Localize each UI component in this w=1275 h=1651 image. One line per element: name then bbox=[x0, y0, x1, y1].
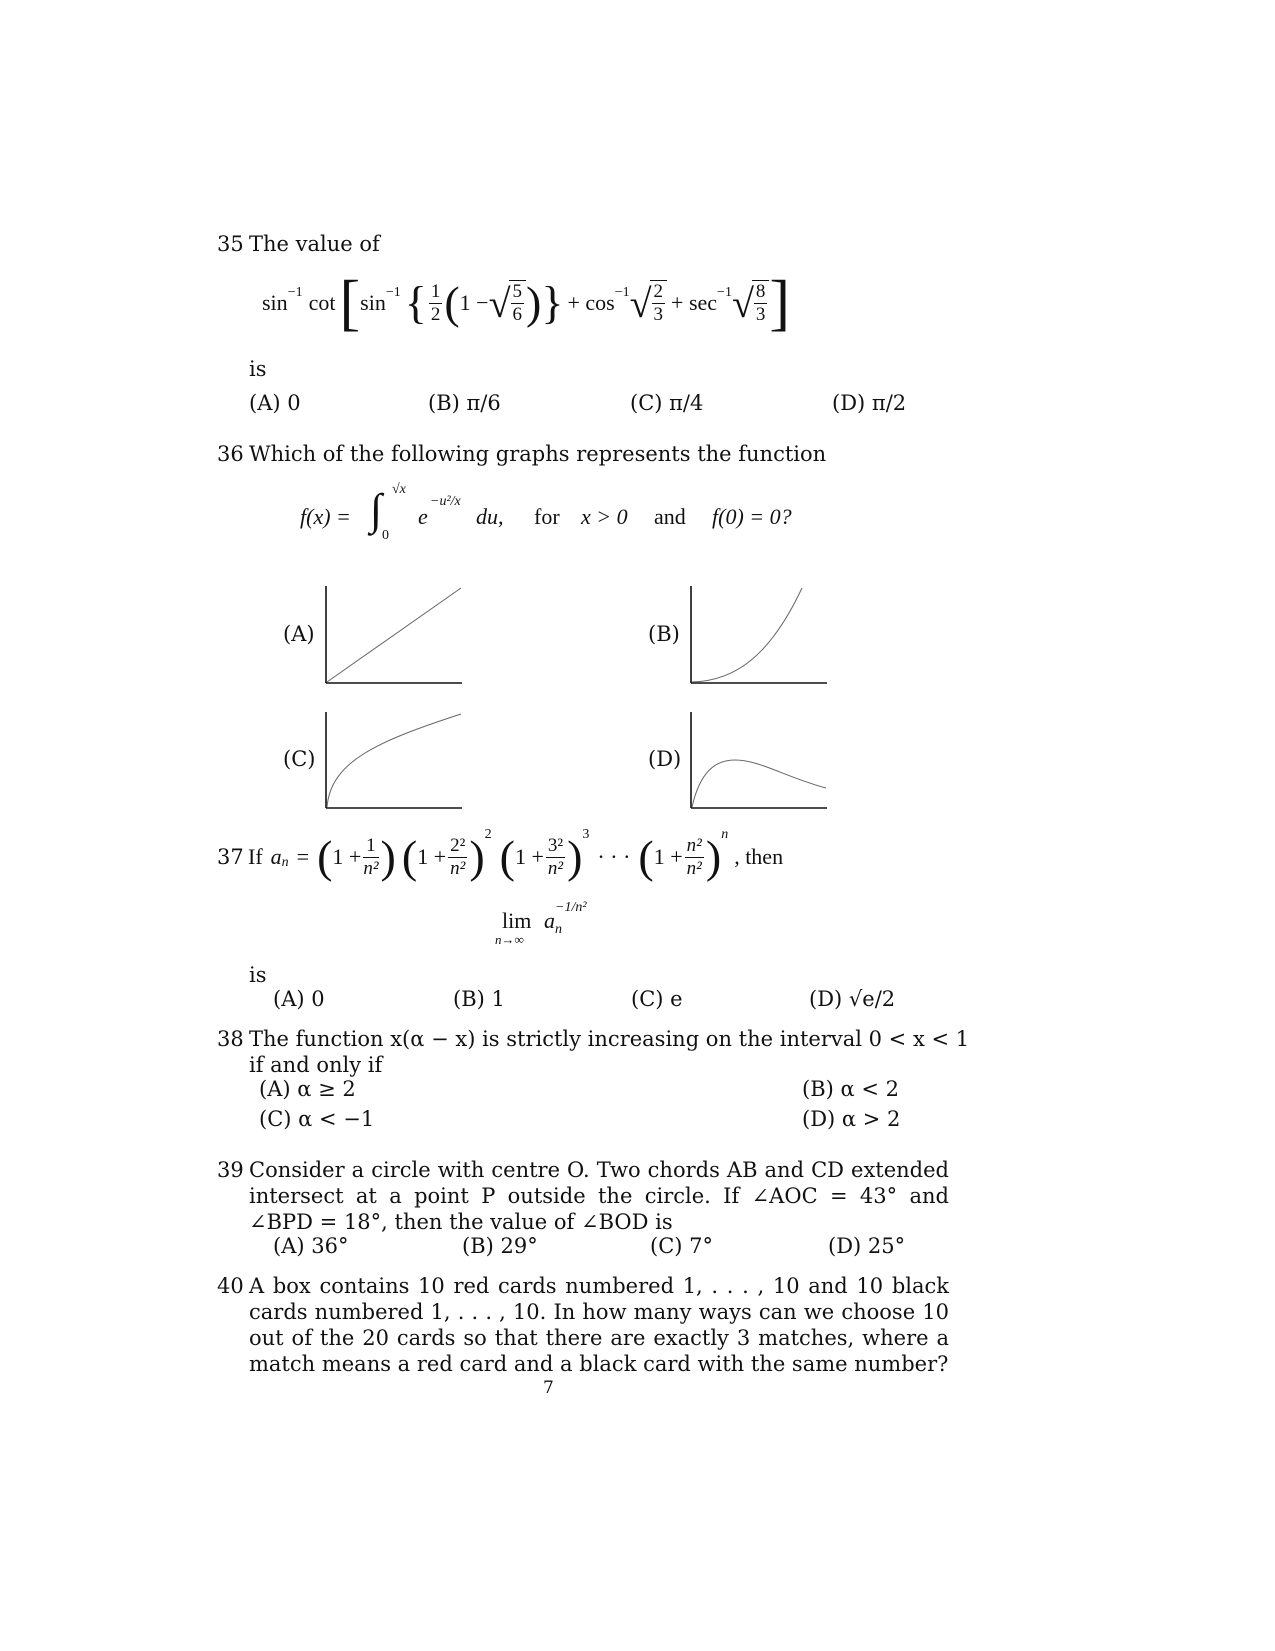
q37-t2-one-plus: 1 + bbox=[417, 844, 447, 869]
q35-half: $\frac{1}{2}$ bbox=[430, 280, 441, 325]
q36-lhs: f(x) = bbox=[300, 504, 351, 529]
q35-sqrt-5-6: √ $\frac{5}{6}$ bbox=[489, 280, 526, 327]
q40-number: 40 bbox=[217, 1274, 244, 1298]
q36-graph-b bbox=[690, 586, 828, 684]
q37-tail: is bbox=[249, 963, 267, 987]
q35-option-c: (C) π/4 bbox=[630, 391, 704, 415]
q36-graph-a bbox=[325, 586, 463, 684]
q37-an: a bbox=[270, 844, 282, 869]
q37-t3-close: ) bbox=[567, 831, 583, 882]
graph-c-curve bbox=[327, 714, 461, 807]
q37-t3-frac: $\frac{\text{3²}}{\text{n²}}$ bbox=[547, 834, 564, 879]
q35-number: 35 bbox=[217, 232, 244, 256]
q37-tn-close: ) bbox=[705, 831, 722, 882]
q37-number: 37 bbox=[217, 845, 244, 869]
q37-option-c: (C) e bbox=[631, 987, 683, 1011]
q38-option-b: (B) α < 2 bbox=[802, 1077, 899, 1101]
q37-tn-open: ( bbox=[638, 831, 654, 882]
q38-line1: The function x(α − x) is strictly increasing on the interval 0 < x < 1 bbox=[249, 1027, 970, 1051]
q35-cot: cot bbox=[308, 290, 336, 315]
q35-inv-1: −1 bbox=[287, 285, 303, 300]
q38-option-c: (C) α < −1 bbox=[259, 1107, 375, 1131]
q37-t1-open: ( bbox=[317, 831, 333, 882]
q39-option-d: (D) 25° bbox=[828, 1234, 906, 1258]
graph-b-curve bbox=[692, 588, 802, 682]
q37-tn-frac: $\frac{\text{n²}}{\text{n²}}$ bbox=[686, 834, 702, 879]
q35-option-d: (D) π/2 bbox=[832, 391, 907, 415]
page-number: 7 bbox=[543, 1378, 554, 1398]
q38-number: 38 bbox=[217, 1027, 244, 1051]
q35-open-brace: { bbox=[404, 277, 427, 328]
q36-exponent: −u²/x bbox=[430, 494, 461, 509]
q35-inv-4: −1 bbox=[717, 285, 732, 300]
q35-close-paren: ) bbox=[526, 277, 542, 328]
q37-t3-open: ( bbox=[499, 831, 515, 882]
q35-close-bracket: ] bbox=[769, 269, 791, 337]
q37-an-sub: n bbox=[281, 855, 289, 870]
q39-number: 39 bbox=[217, 1158, 244, 1182]
q37-t3-power: 3 bbox=[582, 827, 590, 842]
q37-t1-one-plus: 1 + bbox=[332, 844, 362, 869]
q35-sqrt-2-3: √ $\frac{2}{3}$ bbox=[630, 280, 667, 327]
q36-lower-limit: 0 bbox=[382, 528, 389, 543]
q35-inv-3: −1 bbox=[614, 285, 630, 300]
q36-graph-d bbox=[690, 712, 828, 810]
q35-plus-sec: + sec bbox=[671, 290, 718, 315]
q38-option-a: (A) α ≥ 2 bbox=[259, 1077, 356, 1101]
q35-expression bbox=[262, 268, 790, 338]
q35-option-a: (A) 0 bbox=[249, 391, 301, 415]
q37-lim-a: a bbox=[544, 908, 555, 933]
q35-one-minus: 1 − bbox=[459, 290, 489, 315]
q36-upper-limit: √x bbox=[392, 482, 406, 497]
q36-graph-a-label: (A) bbox=[283, 622, 315, 646]
q37-t3-one-plus: 1 + bbox=[514, 844, 544, 869]
q36-du: du, bbox=[476, 504, 504, 529]
q37-t2-frac: $\frac{\text{2²}}{\text{n²}}$ bbox=[450, 834, 466, 879]
q35-arcsin-inner: sin bbox=[360, 290, 386, 315]
q37-lim: lim bbox=[502, 908, 532, 933]
q35-close-brace: } bbox=[541, 277, 564, 328]
q36-graph-b-label: (B) bbox=[648, 622, 680, 646]
q38-option-d: (D) α > 2 bbox=[802, 1107, 901, 1131]
q35-tail: is bbox=[249, 357, 267, 381]
q37-eq: = bbox=[296, 844, 310, 869]
q37-tn-one-plus: 1 + bbox=[653, 844, 683, 869]
q36-graph-c bbox=[325, 712, 463, 810]
q36-integral-sign: ∫ bbox=[370, 485, 383, 534]
q37-lead: If bbox=[248, 844, 263, 869]
q37-option-a: (A) 0 bbox=[273, 987, 325, 1011]
q37-dots: · · · bbox=[597, 844, 631, 869]
q37-sequence bbox=[248, 824, 783, 890]
q39-option-a: (A) 36° bbox=[273, 1234, 349, 1258]
q39-text: Consider a circle with centre O. Two chords AB and CD extended intersect at a point P outside the circle. If ∠AOC = 43° and ∠BPD = 18°, then the value of ∠BOD is bbox=[249, 1158, 949, 1234]
graph-a-curve bbox=[327, 588, 461, 682]
q36-number: 36 bbox=[217, 442, 244, 466]
q35-option-b: (B) π/6 bbox=[428, 391, 501, 415]
q38-line2: if and only if bbox=[249, 1053, 383, 1077]
q35-inv-2: −1 bbox=[385, 285, 401, 300]
q35-plus-cos: + cos bbox=[567, 290, 615, 315]
q35-stem: The value of bbox=[249, 232, 380, 256]
q36-and: and bbox=[654, 504, 686, 529]
q37-lim-sub: n→∞ bbox=[495, 932, 524, 947]
graph-d-curve bbox=[692, 760, 826, 807]
q36-for: for bbox=[534, 504, 560, 529]
q37-t1-frac: $\frac{1}{\text{n²}}$ bbox=[363, 834, 379, 879]
q35-open-paren: ( bbox=[444, 277, 460, 328]
q36-integrand: e bbox=[418, 504, 428, 529]
q37-lim-a-sub: n bbox=[555, 922, 562, 937]
q40-text: A box contains 10 red cards numbered 1, . . . , 10 and 10 black cards numbered 1, . . . , 10. In how many ways can we choose 10 out of the 20 cards so that there are exactly 3 matches, where a match means a red card and a black card with the same number? bbox=[249, 1274, 949, 1376]
q37-t2-open: ( bbox=[401, 831, 418, 882]
q37-t1-close: ) bbox=[380, 831, 396, 882]
q37-option-b: (B) 1 bbox=[453, 987, 505, 1011]
q35-open-bracket: [ bbox=[339, 269, 361, 337]
q37-tn-power: n bbox=[721, 827, 729, 842]
q36-f0: f(0) = 0? bbox=[712, 504, 792, 529]
q35-sqrt-8-3: √ $\frac{8}{3}$ bbox=[732, 280, 769, 327]
q36-graph-d-label: (D) bbox=[648, 747, 682, 771]
q37-t2-close: ) bbox=[469, 831, 485, 882]
q36-stem: Which of the following graphs represents the function bbox=[249, 442, 827, 466]
q37-option-d: (D) √e/2 bbox=[809, 987, 896, 1011]
q39-option-b: (B) 29° bbox=[462, 1234, 538, 1258]
q36-graph-c-label: (C) bbox=[283, 747, 316, 771]
q37-then: , then bbox=[734, 844, 784, 869]
q39-option-c: (C) 7° bbox=[650, 1234, 713, 1258]
q35-arcsin: sin bbox=[262, 290, 288, 315]
q37-t2-power: 2 bbox=[484, 827, 492, 842]
q37-lim-power: −1/n² bbox=[555, 900, 587, 915]
q36-condition: x > 0 bbox=[581, 504, 628, 529]
